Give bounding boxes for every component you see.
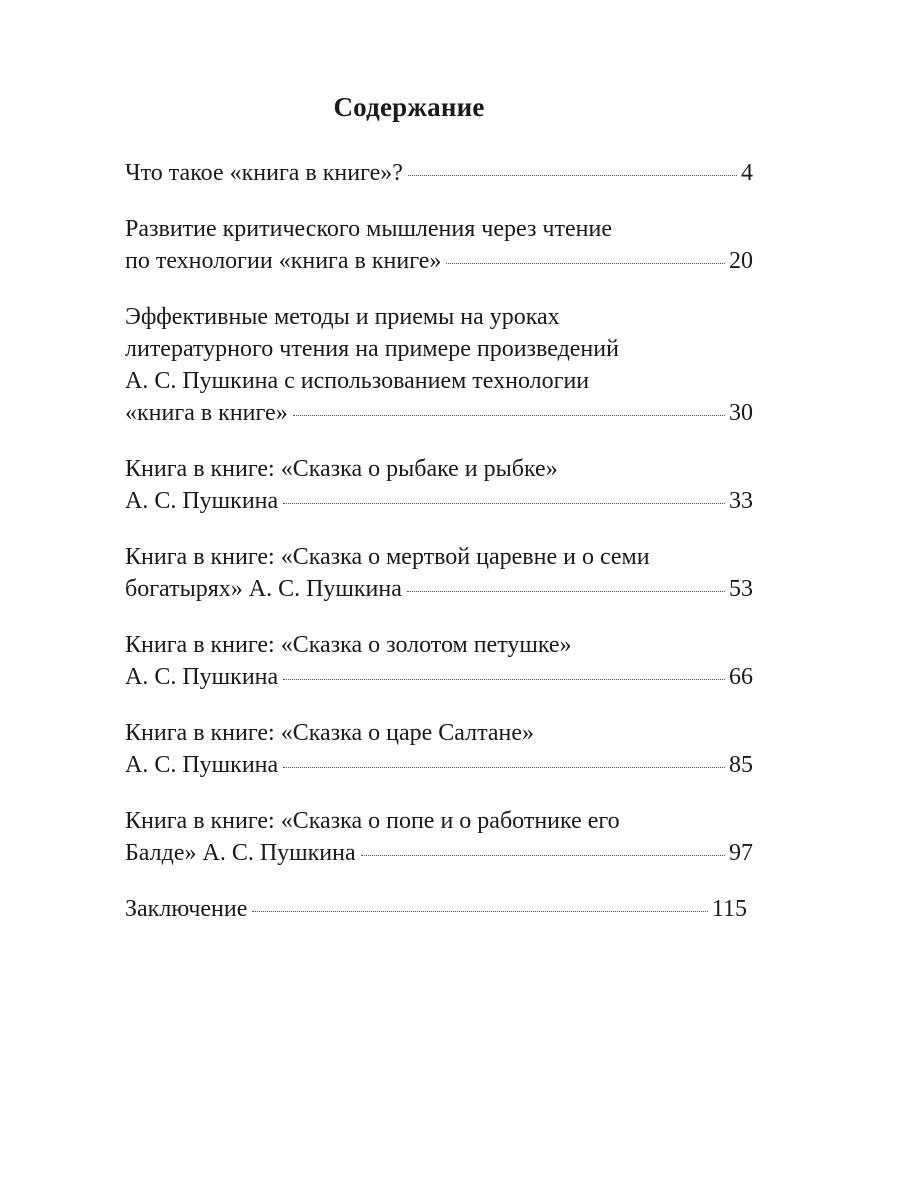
toc-entry-line: Книга в книге: «Сказка о мертвой царевне и о семи xyxy=(125,544,650,570)
dot-leader xyxy=(283,503,725,504)
toc-entry-line: Книга в книге: «Сказка о царе Салтане» xyxy=(125,720,535,746)
toc-entry-title: А. С. Пушкина xyxy=(125,664,279,690)
toc-page-number: 97 xyxy=(729,840,753,866)
toc-entry[interactable] xyxy=(125,157,753,189)
table-of-contents xyxy=(125,157,753,949)
toc-entry-line: Книга в книге: «Сказка о золотом петушке» xyxy=(125,632,572,658)
dot-leader xyxy=(361,855,725,856)
toc-entry-line: Книга в книге: «Сказка о попе и о работнике его xyxy=(125,808,620,834)
toc-entry-line: Книга в книге: «Сказка о рыбаке и рыбке» xyxy=(125,456,558,482)
toc-entry-last-line xyxy=(125,397,753,429)
toc-entry-line: А. С. Пушкина с использованием технологии xyxy=(125,368,590,394)
toc-entry-last-line xyxy=(125,157,753,189)
toc-entry-line: Эффективные методы и приемы на уроках xyxy=(125,304,560,330)
toc-page-number: 85 xyxy=(729,752,753,778)
toc-entry-last-line xyxy=(125,661,753,693)
toc-page-number: 20 xyxy=(729,248,753,274)
toc-entry[interactable] xyxy=(125,629,753,693)
dot-leader xyxy=(446,263,725,264)
dot-leader xyxy=(283,767,725,768)
toc-entry-title: богатырях» А. С. Пушкина xyxy=(125,576,402,602)
toc-entry-title: А. С. Пушкина xyxy=(125,488,279,514)
toc-entry-title: Что такое «книга в книге»? xyxy=(125,160,403,186)
toc-entry-line: литературного чтения на примере произведений xyxy=(125,336,619,362)
dot-leader xyxy=(252,911,708,912)
toc-entry[interactable] xyxy=(125,453,753,517)
toc-entry[interactable] xyxy=(125,893,753,925)
dot-leader xyxy=(283,679,725,680)
dot-leader xyxy=(293,415,725,416)
toc-entry-title: А. С. Пушкина xyxy=(125,752,279,778)
toc-entry-last-line xyxy=(125,837,753,869)
toc-page-number: 4 xyxy=(741,160,753,186)
toc-entry-title: «книга в книге» xyxy=(125,400,288,426)
toc-page-number: 33 xyxy=(729,488,753,514)
toc-page-number: 53 xyxy=(729,576,753,602)
toc-entry-title: Балде» А. С. Пушкина xyxy=(125,840,356,866)
toc-entry[interactable] xyxy=(125,213,753,277)
toc-entry[interactable] xyxy=(125,301,753,429)
toc-entry-last-line xyxy=(125,893,747,925)
toc-entry-title: Заключение xyxy=(125,896,248,922)
toc-entry-last-line xyxy=(125,573,753,605)
toc-page-number: 66 xyxy=(729,664,753,690)
toc-entry-title: по технологии «книга в книге» xyxy=(125,248,442,274)
toc-page-number: 30 xyxy=(729,400,753,426)
toc-entry[interactable] xyxy=(125,717,753,781)
toc-entry[interactable] xyxy=(125,541,753,605)
toc-entry-line: Развитие критического мышления через чтение xyxy=(125,216,612,242)
toc-entry-last-line xyxy=(125,749,753,781)
toc-entry-last-line xyxy=(125,485,753,517)
toc-page-number: 115 xyxy=(711,896,747,922)
page-title: Содержание xyxy=(333,92,485,122)
toc-entry-last-line xyxy=(125,245,753,277)
dot-leader xyxy=(407,591,725,592)
toc-entry[interactable] xyxy=(125,805,753,869)
dot-leader xyxy=(408,175,737,176)
